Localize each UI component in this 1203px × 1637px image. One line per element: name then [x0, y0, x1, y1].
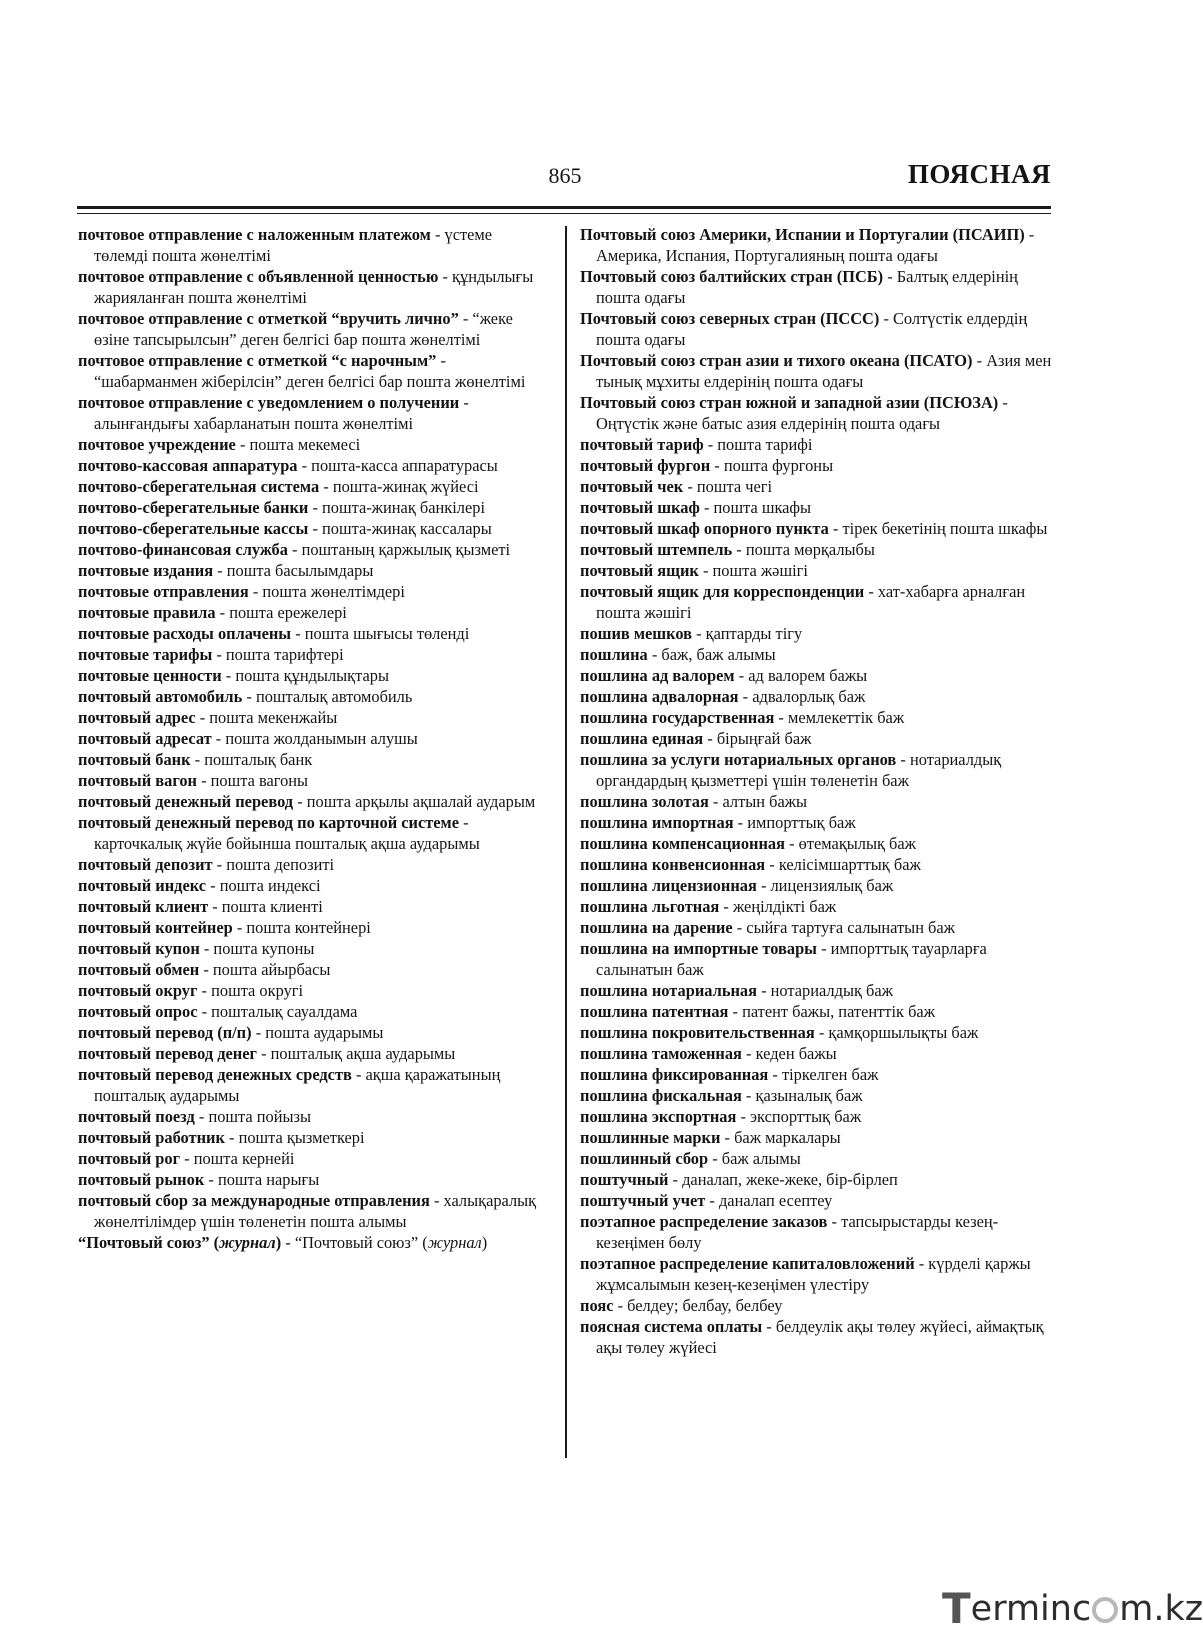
dictionary-entry: пошлинный сбор - баж алымы — [580, 1149, 801, 1168]
entry-term: почтовый клиент — [78, 897, 209, 916]
entry-definition: пошта ережелері — [229, 603, 347, 622]
entry-term: почтовое отправление с отметкой “вручить лично” — [78, 309, 459, 328]
dictionary-entry: почтовый тариф - пошта тарифі — [580, 435, 813, 454]
entry-definition: пошта қызметкері — [238, 1128, 365, 1147]
entry-term: пошлина на дарение — [580, 918, 733, 937]
entry-term: пошлина единая — [580, 729, 704, 748]
dictionary-entry: почтовый рынок - пошта нарығы — [78, 1170, 320, 1189]
entry-definition: Азия мен тынық мұхиты елдерінің пошта одағы — [596, 351, 1052, 391]
entry-term: Почтовый союз стран южной и западной азии (ПСЮЗА) — [580, 393, 999, 412]
entry-definition: баж, баж алымы — [661, 645, 776, 664]
termincom-logo: Terminc m.kz — [942, 1584, 1203, 1633]
entry-definition: пошталық ақша аударымы — [270, 1044, 456, 1063]
dictionary-entry: почтовое отправление с уведомлением о получении - алынғандығы хабарланатын пошта жөнелтімі — [78, 393, 469, 433]
dictionary-entry: поэтапное распределение заказов - тапсырыстарды кезең-кезеңімен бөлу — [580, 1212, 999, 1252]
dictionary-entry: пошлина конвенсионная - келісімшарттық баж — [580, 855, 921, 874]
entry-definition: “Почтовый союз” (журнал) — [294, 1233, 488, 1252]
dictionary-entry: почтовый адресат - пошта жолданымын алушы — [78, 729, 418, 748]
dictionary-entry: “Почтовый союз” (журнал) - “Почтовый союз” (журнал) — [78, 1233, 488, 1252]
dictionary-entry: почтовые правила - пошта ережелері — [78, 603, 347, 622]
entry-term: поштучный учет — [580, 1191, 706, 1210]
dictionary-entry: пошлина лицензионная - лицензиялық баж — [580, 876, 894, 895]
entry-definition: бірыңғай баж — [716, 729, 812, 748]
dictionary-entry: пошлинные марки - баж маркалары — [580, 1128, 841, 1147]
dictionary-entry: почтовый банк - пошталық банк — [78, 750, 313, 769]
entry-definition: пошта құндылықтары — [235, 666, 389, 685]
dictionary-entry: пошлина компенсационная - өтемақылық баж — [580, 834, 916, 853]
entry-term: почтовый перевод денег — [78, 1044, 257, 1063]
entry-term: пошлина таможенная — [580, 1044, 742, 1063]
dictionary-entry: почтовый перевод денег - пошталық ақша аударымы — [78, 1044, 456, 1063]
entry-definition: пошта жөнелтімдері — [262, 582, 405, 601]
entry-term: почтово-сберегательные кассы — [78, 519, 309, 538]
dictionary-entry: поштучный учет - даналап есептеу — [580, 1191, 833, 1210]
entry-term: почтовый индекс — [78, 876, 207, 895]
dictionary-entry: почтовый денежный перевод по карточной системе - карточкалық жүйе бойынша пошталық ақша аударымы — [78, 813, 480, 853]
dictionary-entry: почтовый клиент - пошта клиенті — [78, 897, 323, 916]
dictionary-entry: почтовый перевод денежных средств - ақша қаражатының пошталық аударымы — [78, 1065, 501, 1105]
entry-term: почтовый шкаф опорного пункта — [580, 519, 829, 538]
entry-definition: тапсырыстарды кезең-кезеңімен бөлу — [596, 1212, 999, 1252]
entry-definition: құндылығы жарияланған пошта жөнелтімі — [94, 267, 534, 307]
entry-term: почтово-сберегательная система — [78, 477, 320, 496]
logo-circle-icon — [1092, 1597, 1118, 1623]
entry-term: “Почтовый союз” (журнал) — [78, 1233, 282, 1252]
dictionary-entry: поэтапное распределение капиталовложений - күрделі қаржы жұмсалымын кезең-кезеңімен үлестіру — [580, 1254, 1031, 1294]
entry-term: почтовый опрос — [78, 1002, 198, 1021]
entry-term: пошлина конвенсионная — [580, 855, 766, 874]
entry-term: почтовый фургон — [580, 456, 711, 475]
entry-term: почтовый адресат — [78, 729, 212, 748]
dictionary-entry: пошлина таможенная - кеден бажы — [580, 1044, 837, 1063]
entry-term: пошлинные марки — [580, 1128, 721, 1147]
dictionary-entry: почтовый вагон - пошта вагоны — [78, 771, 309, 790]
dictionary-entry: почтовый ящик - пошта жәшігі — [580, 561, 808, 580]
entry-definition: пошта купоны — [213, 939, 315, 958]
dictionary-entry: почтово-сберегательная система - пошта-жинақ жүйесі — [78, 477, 479, 496]
dictionary-entry: почтовый депозит - пошта депозиті — [78, 855, 335, 874]
entry-definition: күрделі қаржы жұмсалымын кезең-кезеңімен үлестіру — [596, 1254, 1031, 1294]
entry-definition: қаптарды тігу — [705, 624, 803, 643]
dictionary-entry: пошив мешков - қаптарды тігу — [580, 624, 803, 643]
dictionary-entry: Почтовый союз стран южной и западной азии (ПСЮЗА) - Оңтүстік және батыс азия елдерінің пошта одағы — [580, 393, 1008, 433]
entry-definition: пошта-касса аппаратурасы — [311, 456, 498, 475]
entry-term: почтовые издания — [78, 561, 214, 580]
entry-definition: пошта чегі — [696, 477, 773, 496]
entry-term: пошлина государственная — [580, 708, 775, 727]
dictionary-entry: пошлина адвалорная - адвалорлық баж — [580, 687, 866, 706]
entry-definition: тірек бекетінің пошта шкафы — [842, 519, 1048, 538]
dictionary-entry: пояс - белдеу; белбау, белбеу — [580, 1296, 783, 1315]
entry-definition: пошта мекемесі — [249, 435, 361, 454]
entry-term: почтовый поезд — [78, 1107, 195, 1126]
dictionary-entry: почтовый ящик для корреспонденции - хат-хабарға арналған пошта жәшігі — [580, 582, 1026, 622]
entry-term: пошлина за услуги нотариальных органов — [580, 750, 897, 769]
dictionary-entry: пошлина нотариальная - нотариалдық баж — [580, 981, 893, 1000]
dictionary-entry: почтовый индекс - пошта индексі — [78, 876, 321, 895]
entry-term: поэтапное распределение капиталовложений — [580, 1254, 915, 1273]
entry-definition: даналап, жеке-жеке, бір-бірлеп — [682, 1170, 898, 1189]
entry-term: поштучный — [580, 1170, 669, 1189]
dictionary-entry: почтово-финансовая служба - поштаның қаржылық қызметі — [78, 540, 511, 559]
dictionary-entry: пошлина импортная - импорттық баж — [580, 813, 856, 832]
entry-term: почтово-сберегательные банки — [78, 498, 309, 517]
dictionary-entry: поясная система оплаты - белдеулік ақы төлеу жүйесі, аймақтық ақы төлеу жүйесі — [580, 1317, 1044, 1357]
entry-term: почтовый автомобиль — [78, 687, 243, 706]
entry-term: почтовый ящик для корреспонденции — [580, 582, 865, 601]
entry-definition: баж маркалары — [734, 1128, 841, 1147]
entry-definition: пошта шығысы төленді — [304, 624, 470, 643]
entry-definition: сыйға тартуға салынатын баж — [746, 918, 955, 937]
entry-term: пошлина импортная — [580, 813, 734, 832]
entry-definition: пошта тарифі — [717, 435, 813, 454]
dictionary-entry: почтовый фургон - пошта фургоны — [580, 456, 834, 475]
entry-term: пошлина фиксированная — [580, 1065, 769, 1084]
dictionary-entry: пошлина фиксированная - тіркелген баж — [580, 1065, 879, 1084]
entry-definition: импорттық баж — [747, 813, 856, 832]
entry-definition: Оңтүстік және батыс азия елдерінің пошта одағы — [596, 414, 941, 433]
entry-term: почтовый рог — [78, 1149, 181, 1168]
entry-term: почтовые ценности — [78, 666, 222, 685]
dictionary-entry: почтово-сберегательные кассы - пошта-жинақ кассалары — [78, 519, 492, 538]
dictionary-entry: почтовые ценности - пошта құндылықтары — [78, 666, 389, 685]
header-rule-thick — [77, 206, 1051, 209]
dictionary-entry: почтовое отправление с объявленной ценностью - құндылығы жарияланған пошта жөнелтімі — [78, 267, 534, 307]
entry-term: почтовый банк — [78, 750, 191, 769]
entry-definition: алынғандығы хабарланатын пошта жөнелтімі — [94, 414, 414, 433]
entry-term: почтовый денежный перевод по карточной системе — [78, 813, 460, 832]
dictionary-entry: пошлина экспортная - экспорттық баж — [580, 1107, 862, 1126]
entry-term: почтовый штемпель — [580, 540, 733, 559]
dictionary-entry: пошлина льготная - жеңілдікті баж — [580, 897, 837, 916]
entry-term: пошлинный сбор — [580, 1149, 709, 1168]
entry-term: пошлина патентная — [580, 1002, 729, 1021]
entry-definition: пошта аударымы — [265, 1023, 384, 1042]
entry-definition: пошта фургоны — [723, 456, 834, 475]
dictionary-entry: почтовый купон - пошта купоны — [78, 939, 315, 958]
dictionary-entry: почтовый округ - пошта округі — [78, 981, 304, 1000]
dictionary-entry: почтовые расходы оплачены - пошта шығысы төленді — [78, 624, 470, 643]
entry-definition: пошта-жинақ банкілері — [322, 498, 485, 517]
entry-definition: патент бажы, патенттік баж — [742, 1002, 936, 1021]
dictionary-entry: почтовый рог - пошта кернейі — [78, 1149, 295, 1168]
entry-definition: пошта пойызы — [208, 1107, 311, 1126]
dictionary-entry: почтовый опрос - пошталық сауалдама — [78, 1002, 358, 1021]
entry-term: пошлина ад валорем — [580, 666, 735, 685]
entry-term: пошлина льготная — [580, 897, 720, 916]
entry-term: пошлина экспортная — [580, 1107, 737, 1126]
dictionary-entry: почтовый работник - пошта қызметкері — [78, 1128, 365, 1147]
entry-definition: пошта кернейі — [193, 1149, 295, 1168]
entry-definition: пошта нарығы — [217, 1170, 320, 1189]
entry-term: почтовые правила — [78, 603, 216, 622]
entry-definition: “жеке өзіне тапсырылсын” деген белгісі бар пошта жөнелтімі — [94, 309, 513, 349]
dictionary-entry: пошлина за услуги нотариальных органов - нотариалдық органдардың қызметтері үшін төленетін баж — [580, 750, 1002, 790]
entry-definition: қазыналық баж — [755, 1086, 863, 1105]
dictionary-entry: пошлина патентная - патент бажы, патенттік баж — [580, 1002, 936, 1021]
entry-definition: Солтүстік елдердің пошта одағы — [596, 309, 1028, 349]
dictionary-entry: почтовый перевод (п/п) - пошта аударымы — [78, 1023, 384, 1042]
dictionary-entry: пошлина на импортные товары - импорттық тауарларға салынатын баж — [580, 939, 987, 979]
entry-term: почтовые тарифы — [78, 645, 213, 664]
entry-term: почтовый перевод денежных средств — [78, 1065, 352, 1084]
dictionary-entry: почтовый шкаф - пошта шкафы — [580, 498, 812, 517]
entry-definition: пошталық сауалдама — [211, 1002, 358, 1021]
entry-term: почтовый вагон — [78, 771, 197, 790]
entry-definition: халықаралық жөнелтілімдер үшін төленетін пошта алымы — [94, 1191, 537, 1231]
entry-term: пошлина фискальная — [580, 1086, 742, 1105]
dictionary-entry: почтовый шкаф опорного пункта - тірек бекетінің пошта шкафы — [580, 519, 1048, 538]
entry-term: почтовое отправление с объявленной ценностью — [78, 267, 439, 286]
entry-definition: хат-хабарға арналған пошта жәшігі — [596, 582, 1026, 622]
entry-term: Почтовый союз балтийских стран (ПСБ) — [580, 267, 884, 286]
dictionary-entry: почтовый контейнер - пошта контейнері — [78, 918, 371, 937]
dictionary-entry: почтовое учреждение - пошта мекемесі — [78, 435, 361, 454]
entry-definition: қамқоршылықты баж — [828, 1023, 979, 1042]
dictionary-entry: пошлина единая - бірыңғай баж — [580, 729, 812, 748]
entry-definition: пошта округі — [211, 981, 304, 1000]
entry-term: почтовые отправления — [78, 582, 249, 601]
dictionary-entry: пошлина на дарение - сыйға тартуға салынатын баж — [580, 918, 955, 937]
entry-definition: нотариалдық баж — [770, 981, 893, 1000]
entry-definition: Балтық елдерінің пошта одағы — [596, 267, 1018, 307]
entry-term: почтовый купон — [78, 939, 200, 958]
entry-definition: пошта арқылы ақшалай аударым — [306, 792, 536, 811]
entry-definition: алтын бажы — [722, 792, 808, 811]
entry-definition: келісімшарттық баж — [778, 855, 921, 874]
entry-term: почтовое отправление с наложенным платежом — [78, 225, 431, 244]
entry-definition: Америка, Испания, Португалияның пошта одағы — [596, 246, 938, 265]
entry-definition: карточкалық жүйе бойынша пошталық ақша аударымы — [94, 834, 480, 853]
entry-definition: пошта мөрқалыбы — [745, 540, 875, 559]
entry-definition: нотариалдық органдардың қызметтері үшін төленетін баж — [596, 750, 1002, 790]
entry-definition: пошта индексі — [219, 876, 321, 895]
entry-term: почтовое отправление с уведомлением о получении — [78, 393, 460, 412]
dictionary-entry: поштучный - даналап, жеке-жеке, бір-бірлеп — [580, 1170, 898, 1189]
entry-term: почтовый сбор за международные отправления — [78, 1191, 430, 1210]
entry-definition: пошта вагоны — [210, 771, 309, 790]
entry-term: почтовое отправление с отметкой “с нарочным” — [78, 351, 437, 370]
entry-term: пояс — [580, 1296, 614, 1315]
left-entries — [78, 224, 550, 1232]
entry-term: Почтовый союз стран азии и тихого океана (ПСАТО) — [580, 351, 973, 370]
entry-term: почтовый депозит — [78, 855, 213, 874]
entry-definition: пошталық автомобиль — [255, 687, 413, 706]
entry-definition: мемлекеттік баж — [787, 708, 905, 727]
dictionary-entry: пошлина - баж, баж алымы — [580, 645, 776, 664]
entry-term: почтовый чек — [580, 477, 684, 496]
dictionary-entry: почтовый денежный перевод - пошта арқылы ақшалай аударым — [78, 792, 536, 811]
entry-definition: пошта жолданымын алушы — [225, 729, 418, 748]
dictionary-entry: почтовое отправление с отметкой “с нарочным” - “шабарманмен жіберілсін” деген белгісі бар пошта жөнелтімі — [78, 351, 526, 391]
entry-definition: өтемақылық баж — [798, 834, 916, 853]
entry-definition: пошта айырбасы — [212, 960, 331, 979]
entry-definition: белдеу; белбау, белбеу — [627, 1296, 783, 1315]
entry-definition: пошта депозиті — [226, 855, 335, 874]
entry-term: поэтапное распределение заказов — [580, 1212, 828, 1231]
entry-term: почтовый денежный перевод — [78, 792, 294, 811]
running-head: ПОЯСНАЯ — [907, 159, 1051, 189]
entry-definition: үстеме төлемді пошта жөнелтімі — [94, 225, 493, 265]
entry-term: почтовый округ — [78, 981, 198, 1000]
entry-definition: белдеулік ақы төлеу жүйесі, аймақтық ақы төлеу жүйесі — [596, 1317, 1044, 1357]
entry-term: пошлина нотариальная — [580, 981, 757, 1000]
entry-term: пошлина компенсационная — [580, 834, 785, 853]
entry-term: почтовый шкаф — [580, 498, 700, 517]
entry-term: почтовый адрес — [78, 708, 196, 727]
dictionary-entry: почтовый чек - пошта чегі — [580, 477, 773, 496]
entry-definition: адвалорлық баж — [752, 687, 866, 706]
dictionary-entry: почтовые отправления - пошта жөнелтімдері — [78, 582, 405, 601]
dictionary-entry: Почтовый союз Америки, Испании и Португалии (ПСАИП) - Америка, Испания, Португалияның пошта одағы — [580, 225, 1035, 265]
entry-term: пошлина — [580, 645, 648, 664]
entry-definition: пошта контейнері — [246, 918, 371, 937]
column-divider — [565, 226, 567, 1458]
dictionary-entry: Почтовый союз северных стран (ПССС) - Солтүстік елдердің пошта одағы — [580, 309, 1028, 349]
entry-definition: “шабарманмен жіберілсін” деген белгісі бар пошта жөнелтімі — [94, 372, 526, 391]
entry-term: пошлина лицензионная — [580, 876, 757, 895]
dictionary-entry: почтовый штемпель - пошта мөрқалыбы — [580, 540, 875, 559]
dictionary-entry: почтовый сбор за международные отправления - халықаралық жөнелтілімдер үшін төленетін пошта алымы — [78, 1191, 537, 1231]
dictionary-entry: пошлина государственная - мемлекеттік баж — [580, 708, 905, 727]
entry-definition: пошталық банк — [204, 750, 313, 769]
entry-definition: лицензиялық баж — [770, 876, 894, 895]
dictionary-entry: пошлина покровительственная - қамқоршылықты баж — [580, 1023, 979, 1042]
dictionary-entry: почтово-сберегательные банки - пошта-жинақ банкілері — [78, 498, 485, 517]
entry-definition: экспорттық баж — [750, 1107, 862, 1126]
dictionary-entry: Почтовый союз балтийских стран (ПСБ) - Балтық елдерінің пошта одағы — [580, 267, 1018, 307]
entry-term: почтовый контейнер — [78, 918, 233, 937]
entry-term: почтовый перевод (п/п) — [78, 1023, 252, 1042]
dictionary-entry: пошлина фискальная - қазыналық баж — [580, 1086, 863, 1105]
entry-definition: тіркелген баж — [781, 1065, 879, 1084]
entry-term: пошлина на импортные товары — [580, 939, 817, 958]
dictionary-entry: почтовый адрес - пошта мекенжайы — [78, 708, 338, 727]
entry-definition: баж алымы — [721, 1149, 801, 1168]
entry-term: поясная система оплаты — [580, 1317, 763, 1336]
entry-term: почтовое учреждение — [78, 435, 236, 454]
dictionary-entry: почтово-кассовая аппаратура - пошта-касса аппаратурасы — [78, 456, 498, 475]
entry-term: почтовый ящик — [580, 561, 699, 580]
dictionary-entry: почтовое отправление с отметкой “вручить лично” - “жеке өзіне тапсырылсын” деген белгісі бар пошта жөнелтімі — [78, 309, 513, 349]
entry-definition: импорттық тауарларға салынатын баж — [596, 939, 987, 979]
entry-term: почтово-кассовая аппаратура — [78, 456, 298, 475]
dictionary-entry: почтовый поезд - пошта пойызы — [78, 1107, 311, 1126]
entry-term: почтовые расходы оплачены — [78, 624, 292, 643]
dictionary-entry: Почтовый союз стран азии и тихого океана (ПСАТО) - Азия мен тынық мұхиты елдерінің пошта одағы — [580, 351, 1052, 391]
right-column — [580, 224, 1060, 1358]
entry-term: Почтовый союз северных стран (ПССС) — [580, 309, 880, 328]
dictionary-entry: почтовые тарифы - пошта тарифтері — [78, 645, 344, 664]
entry-definition: пошта басылымдары — [226, 561, 374, 580]
entry-definition: пошта клиенті — [221, 897, 323, 916]
dictionary-entry: почтовый обмен - пошта айырбасы — [78, 960, 331, 979]
entry-definition: пошта-жинақ кассалары — [322, 519, 492, 538]
entry-term: пошлина адвалорная — [580, 687, 739, 706]
entry-definition: пошта тарифтері — [225, 645, 344, 664]
left-column — [78, 224, 550, 1253]
entry-term: почтовый работник — [78, 1128, 225, 1147]
page-number: 865 — [548, 163, 582, 188]
dictionary-entry: почтовые издания - пошта басылымдары — [78, 561, 374, 580]
dictionary-entry: пошлина ад валорем - ад валорем бажы — [580, 666, 868, 685]
header-rule-thin — [77, 213, 1051, 214]
entry-definition: жеңілдікті баж — [732, 897, 837, 916]
entry-definition: кеден бажы — [755, 1044, 837, 1063]
entry-definition: ад валорем бажы — [748, 666, 868, 685]
entry-definition: ақша қаражатының пошталық аударымы — [94, 1065, 501, 1105]
entry-term: почтовый обмен — [78, 960, 200, 979]
entry-term: почтовый тариф — [580, 435, 704, 454]
dictionary-entry: пошлина золотая - алтын бажы — [580, 792, 808, 811]
entry-definition: пошта-жинақ жүйесі — [332, 477, 479, 496]
entry-term: почтово-финансовая служба — [78, 540, 288, 559]
dictionary-entry: почтовое отправление с наложенным платежом - үстеме төлемді пошта жөнелтімі — [78, 225, 493, 265]
entry-term: пошлина покровительственная — [580, 1023, 815, 1042]
entry-definition: пошта шкафы — [713, 498, 812, 517]
entry-definition: пошта мекенжайы — [209, 708, 338, 727]
entry-definition: пошта жәшігі — [712, 561, 808, 580]
entry-definition: поштаның қаржылық қызметі — [301, 540, 511, 559]
dictionary-entry: почтовый автомобиль - пошталық автомобиль — [78, 687, 413, 706]
right-entries — [580, 224, 1060, 1358]
entry-term: пошлина золотая — [580, 792, 709, 811]
entry-definition: даналап есептеу — [718, 1191, 833, 1210]
entry-term: почтовый рынок — [78, 1170, 205, 1189]
entry-term: Почтовый союз Америки, Испании и Португалии (ПСАИП) — [580, 225, 1025, 244]
entry-term: пошив мешков — [580, 624, 693, 643]
